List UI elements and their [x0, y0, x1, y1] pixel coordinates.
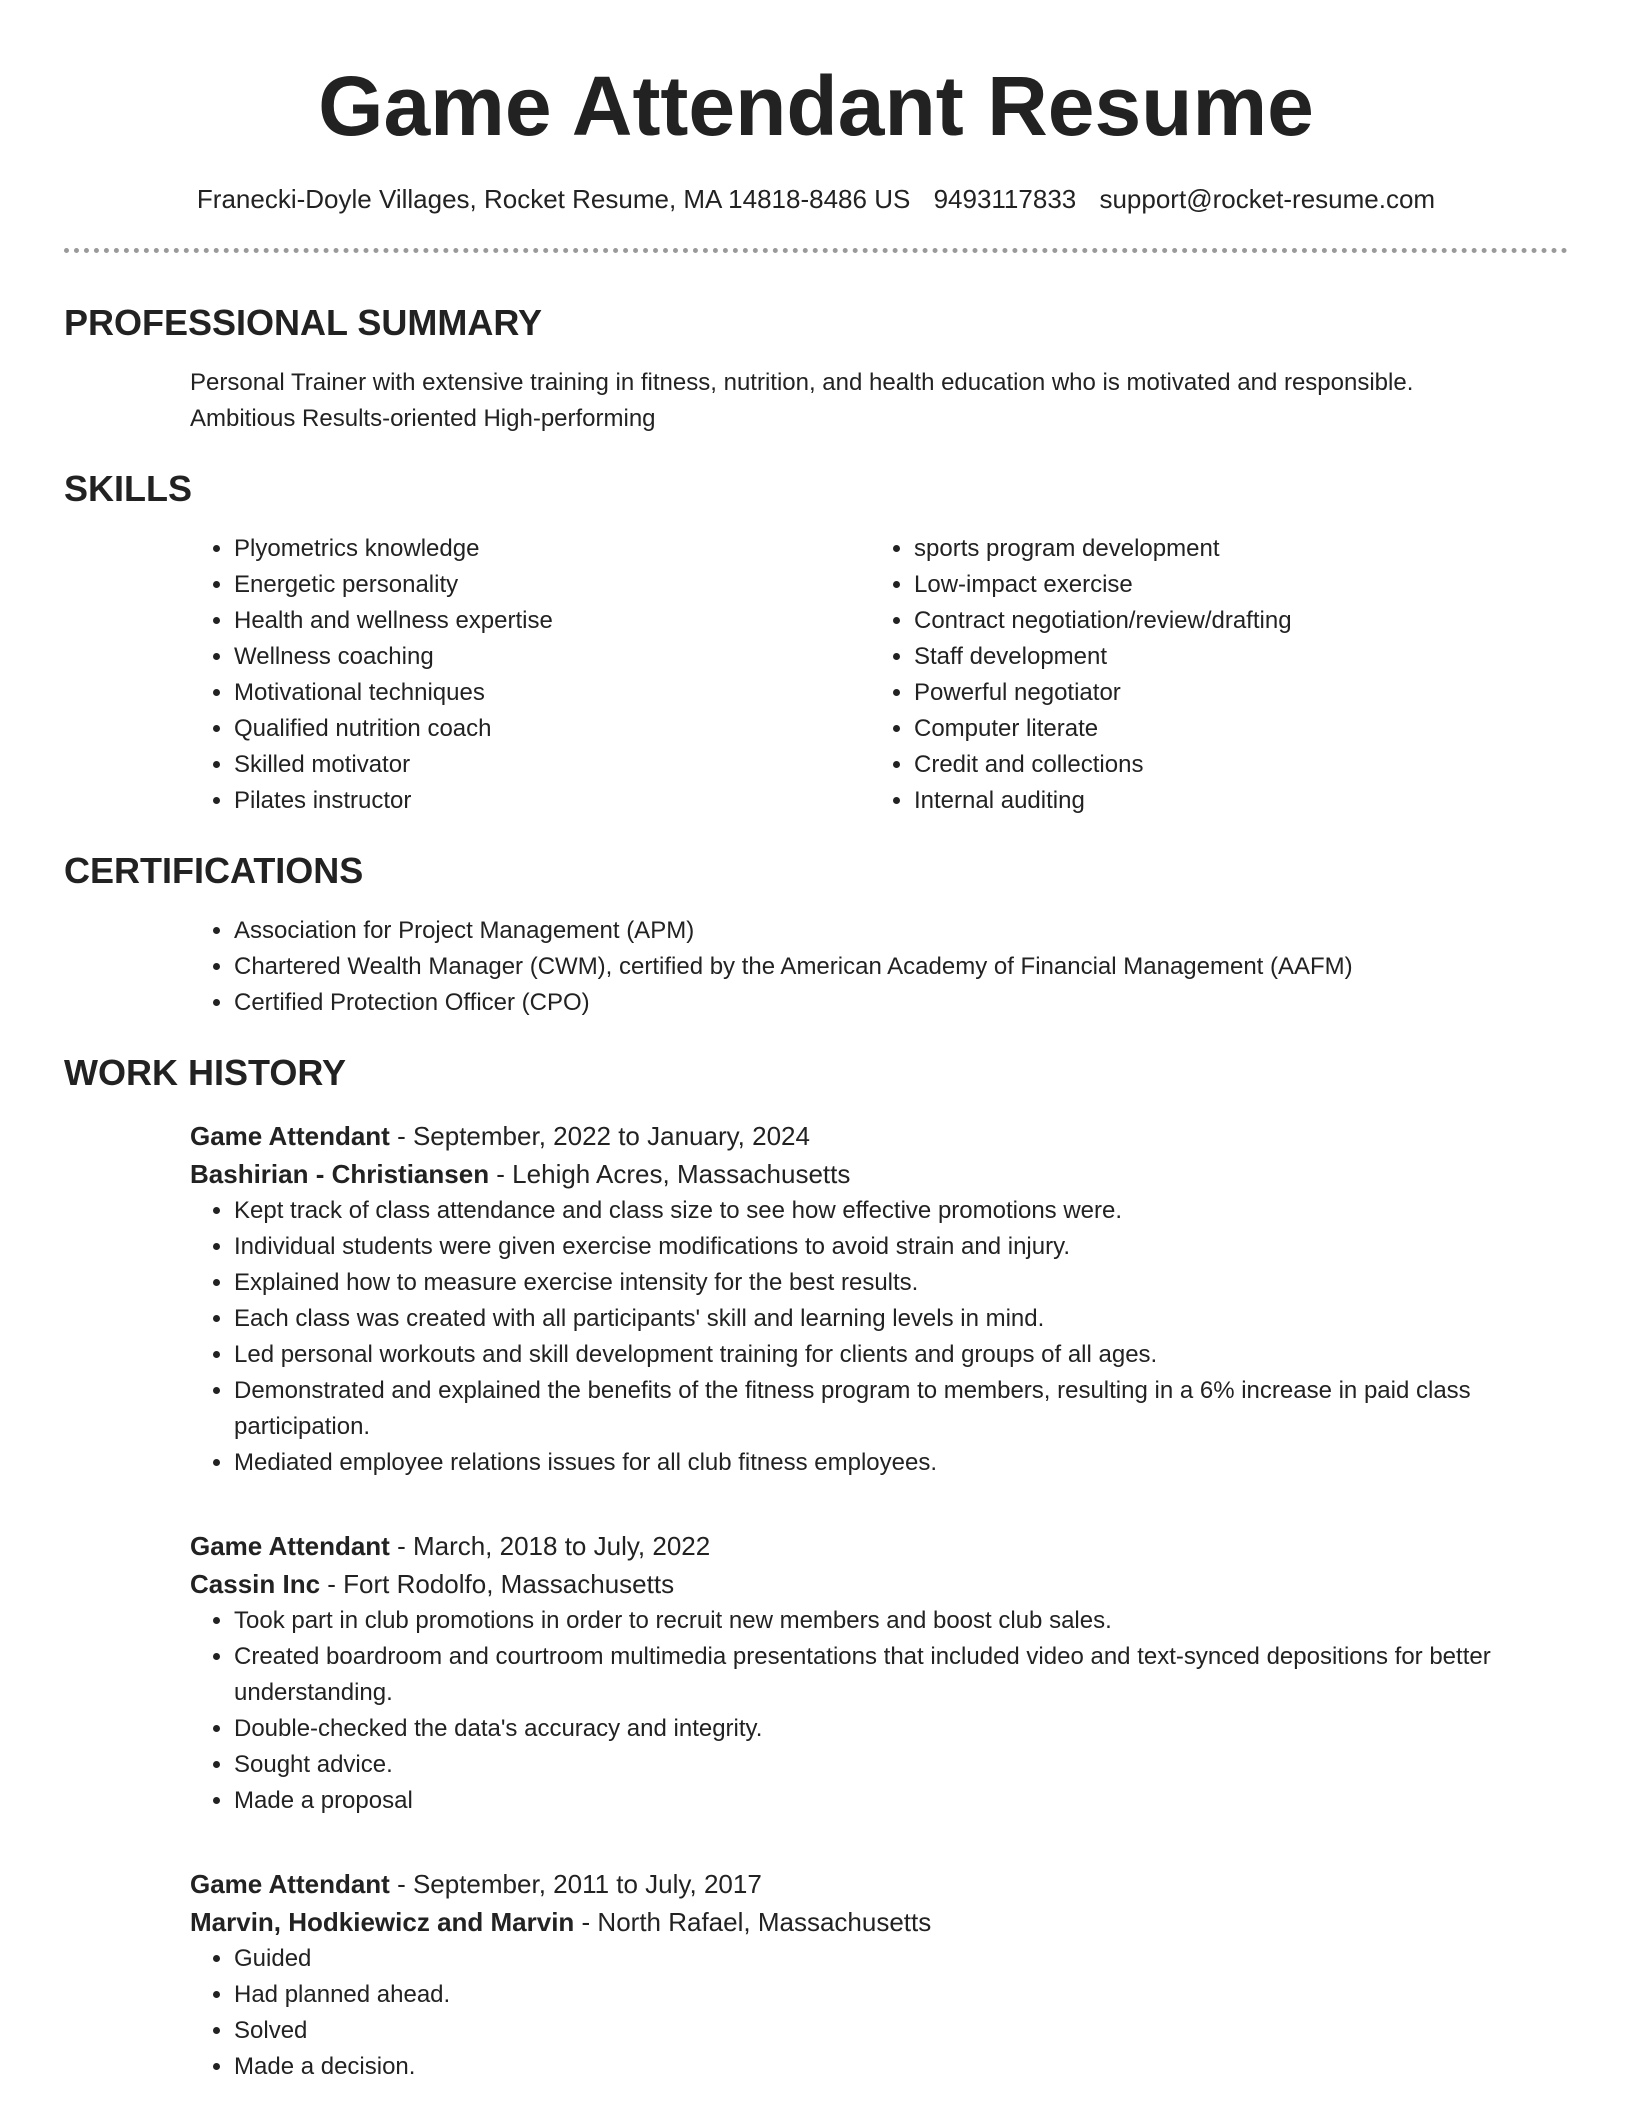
- certifications-heading: CERTIFICATIONS: [64, 850, 364, 891]
- job-duty: • Demonstrated and explained the benefits of the fitness program to members, resulting in a 6% increase in paid class participation.: [234, 1373, 1568, 1445]
- skills-column-right: [870, 531, 1550, 819]
- certification-item: • Certified Protection Officer (CPO): [234, 985, 1568, 1021]
- job-duties-list: [190, 1941, 1568, 2085]
- job-duty: • Took part in club promotions in order to recruit new members and boost club sales.: [234, 1603, 1568, 1639]
- skills-columns: [190, 531, 1568, 819]
- skill-item: • Wellness coaching: [234, 639, 870, 675]
- job-duty: • Had planned ahead.: [234, 1977, 1568, 2013]
- job-company: Marvin, Hodkiewicz and Marvin: [190, 1907, 575, 1937]
- job-duties-list: [190, 1603, 1568, 1819]
- skill-item: • Pilates instructor: [234, 783, 870, 819]
- certifications-list: [190, 913, 1568, 1021]
- skills-list-left: [190, 531, 870, 819]
- job-location: - Fort Rodolfo, Massachusetts: [320, 1569, 675, 1599]
- job-entry: [190, 1527, 1568, 1819]
- skills-column-left: [190, 531, 870, 819]
- job-title-line: [190, 1117, 1568, 1155]
- resume-title: Game Attendant Resume: [318, 59, 1314, 153]
- resume-page: [64, 0, 1568, 2085]
- job-location: - Lehigh Acres, Massachusetts: [489, 1159, 851, 1189]
- skill-item: • Health and wellness expertise: [234, 603, 870, 639]
- job-entry: [190, 1117, 1568, 1481]
- skill-item: • Powerful negotiator: [914, 675, 1550, 711]
- skill-item: • Credit and collections: [914, 747, 1550, 783]
- work-history-heading: WORK HISTORY: [64, 1052, 347, 1093]
- skill-item: • Motivational techniques: [234, 675, 870, 711]
- skill-item: • sports program development: [914, 531, 1550, 567]
- summary-body: [190, 365, 1568, 437]
- skill-item: • Skilled motivator: [234, 747, 870, 783]
- job-duty: • Solved: [234, 2013, 1568, 2049]
- job-duty: • Led personal workouts and skill development training for clients and groups of all ages.: [234, 1337, 1568, 1373]
- job-title-line: [190, 1527, 1568, 1565]
- job-duties-list: [190, 1193, 1568, 1481]
- summary-heading: PROFESSIONAL SUMMARY: [64, 302, 543, 343]
- job-company-line: [190, 1155, 1568, 1193]
- job-title: Game Attendant: [190, 1531, 390, 1561]
- work-history-body: [190, 1117, 1568, 2085]
- job-duty: • Kept track of class attendance and class size to see how effective promotions were.: [234, 1193, 1568, 1229]
- contact-line: [64, 182, 1568, 216]
- skills-heading: SKILLS: [64, 468, 193, 509]
- job-dates: - September, 2022 to January, 2024: [389, 1121, 810, 1151]
- job-title: Game Attendant: [190, 1869, 390, 1899]
- job-duty: • Created boardroom and courtroom multimedia presentations that included video and text-synced depositions for better understanding.: [234, 1639, 1568, 1711]
- job-dates: - March, 2018 to July, 2022: [389, 1531, 711, 1561]
- job-duty: • Made a decision.: [234, 2049, 1568, 2085]
- skill-item: • Contract negotiation/review/drafting: [914, 603, 1550, 639]
- contact-phone: 9493117833: [933, 184, 1077, 214]
- job-duty: • Each class was created with all participants' skill and learning levels in mind.: [234, 1301, 1568, 1337]
- job-title-line: [190, 1865, 1568, 1903]
- contact-address: Franecki-Doyle Villages, Rocket Resume, MA 14818-8486 US: [196, 184, 911, 214]
- header-divider: [64, 248, 1568, 253]
- job-duty: • Double-checked the data's accuracy and integrity.: [234, 1711, 1568, 1747]
- job-company: Cassin Inc: [190, 1569, 321, 1599]
- skill-item: • Low-impact exercise: [914, 567, 1550, 603]
- job-duty: • Guided: [234, 1941, 1568, 1977]
- skill-item: • Plyometrics knowledge: [234, 531, 870, 567]
- job-dates: - September, 2011 to July, 2017: [389, 1869, 762, 1899]
- skill-item: • Staff development: [914, 639, 1550, 675]
- job-entry: [190, 1865, 1568, 2085]
- skill-item: • Internal auditing: [914, 783, 1550, 819]
- skills-list-right: [870, 531, 1550, 819]
- certification-item: • Association for Project Management (APM): [234, 913, 1568, 949]
- job-company-line: [190, 1565, 1568, 1603]
- job-company-line: [190, 1903, 1568, 1941]
- job-duty: • Sought advice.: [234, 1747, 1568, 1783]
- certifications-body: [190, 913, 1568, 1021]
- skill-item: • Computer literate: [914, 711, 1550, 747]
- job-duty: • Mediated employee relations issues for all club fitness employees.: [234, 1445, 1568, 1481]
- job-duty: • Made a proposal: [234, 1783, 1568, 1819]
- summary-line: Personal Trainer with extensive training in fitness, nutrition, and health education who is motivated and responsible.: [190, 369, 1414, 396]
- summary-line: Ambitious Results-oriented High-performing: [190, 405, 656, 432]
- job-location: - North Rafael, Massachusetts: [574, 1907, 932, 1937]
- contact-email: support@rocket-resume.com: [1099, 184, 1436, 214]
- skill-item: • Energetic personality: [234, 567, 870, 603]
- skill-item: • Qualified nutrition coach: [234, 711, 870, 747]
- job-title: Game Attendant: [190, 1121, 390, 1151]
- job-duty: • Explained how to measure exercise intensity for the best results.: [234, 1265, 1568, 1301]
- certification-item: • Chartered Wealth Manager (CWM), certified by the American Academy of Financial Management (AAFM): [234, 949, 1568, 985]
- job-company: Bashirian - Christiansen: [190, 1159, 490, 1189]
- job-duty: • Individual students were given exercise modifications to avoid strain and injury.: [234, 1229, 1568, 1265]
